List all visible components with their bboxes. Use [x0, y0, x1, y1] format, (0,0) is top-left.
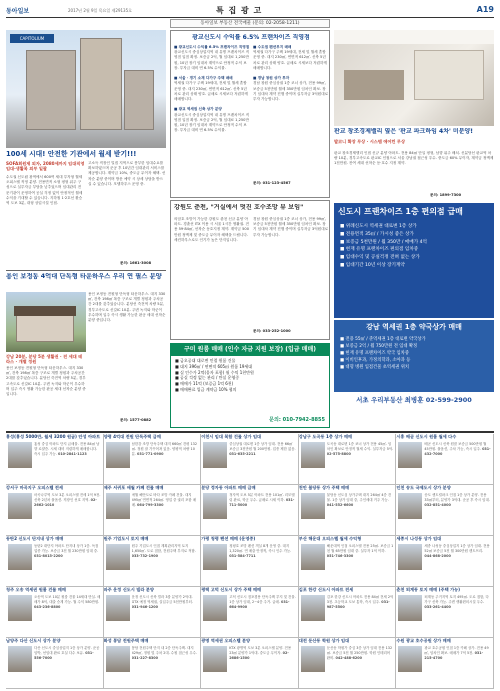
ad7-item: ■ 보증금 2억 / 월 750만원 전 임대 확정: [340, 344, 418, 349]
ad7-box: [334, 320, 494, 408]
ad5-box: [170, 200, 330, 340]
classified-text: [34, 646, 101, 687]
classified-title: 이천시 임대 복합 건물 상가 임대: [201, 434, 262, 439]
classified-ad: [396, 638, 494, 689]
ad6-item: ■ 전용면적 35㎡ / 가시성 좋은 상가: [340, 231, 414, 237]
section-title: 특 집 광 고: [216, 6, 263, 15]
ad7-item: ■ 전용 55㎡ / 준역세권 1층 대로변 약국상가: [340, 337, 426, 342]
classified-text: [424, 595, 491, 636]
classified-title: 시흥 배곧 신도시 원룸 월세 다수: [396, 434, 457, 439]
classified-photo: [398, 646, 422, 672]
classified-body: 봉담 전원주택 단지 내 2층 단독주택. 대지 429㎡, 정원 및 주차 2대. 수원 접근성 우수.: [131, 646, 197, 655]
classified-phone: 02-2662-1010: [34, 497, 97, 507]
classified-title: 홍성(홍성 5000만, 월세 3200 원금) 안성 아파트: [6, 434, 101, 439]
classified-phone: 043-236-8800: [34, 604, 61, 609]
classified-text: [327, 442, 394, 483]
ad8-list: [175, 358, 325, 393]
ad5-body: 의암호 조망이 가능한 강원도 춘천 신규 분양 아파트. 경춘선 ITX 이용 시 서울 1시간 생활권. 전용 59·84㎡, 선착순 동호지정 계약. 계약금 500만원 정액제 및 중도금 무이자 혜택을 드립니다. 세컨하우스로도 인기가 높은 단지입니다.: [174, 217, 250, 242]
ad1-phone: 문의: 1661-3008: [120, 261, 152, 265]
classified-body: 둔산동 학원가 중심 3층 상가 임대 전용 132㎡. 보증금 5천 월 250만원. 학원 인테리어 완비.: [326, 646, 393, 660]
classified-photo: [8, 595, 32, 621]
classified-phone: 042-488-6200: [335, 655, 362, 660]
classified-phone: 032-851-4000: [424, 502, 451, 507]
ad5-headline: 강원도 춘천, "거실에서 멋진 호수조망 뷰 보임": [174, 204, 304, 211]
classified-title: 수원 광교 호수공원 상가 매매: [396, 638, 451, 643]
classified-body: 홍성 중심 아파트 단지 급매물. 전용 84㎡ 남향 로얄층. 시세 대비 저렴하게 매매합니다. 즉시 입주 가능.: [34, 442, 100, 456]
ad7-item: ■ 이비인후과, 가정의학과, 소아과 등: [340, 358, 411, 363]
classified-title: 강남구 도곡동 1층 상가 매매: [298, 434, 353, 439]
classified-phone: 031-8015-2200: [34, 553, 63, 558]
classified-title: 강서구 마곡지구 오피스텔 전세: [6, 485, 63, 490]
classified-text: [229, 595, 296, 636]
classified-title: 원주 기업도시 토지 매매: [103, 536, 149, 541]
brand-logo: CAPITOLIUM: [10, 34, 54, 43]
classified-photo: [398, 442, 422, 468]
ad6-headline: 신도시 프랜차이즈 1층 편의점 급매: [338, 207, 463, 216]
classified-ad: [396, 485, 494, 536]
classified-title: 파주 운정 신도시 빌라 분양: [103, 587, 154, 592]
ad2-col-a: 광교신도시 중심상업지역 내 유명 프랜차이즈 직영점 입점 확정. 보증금 2억, 월 임대료 1,250만원, 10년 장기 임대차 계약으로 안정적 수익 보장. 투자금 대비 연 6.5% 수익률.: [174, 50, 250, 70]
ad8-item: ■ 실 인수가 2억(융자 포함) 월 수익 1천만원: [175, 369, 254, 375]
ad1-headline: 100세 시대! 안전한 기관에서 월세 받기!!!: [6, 150, 137, 158]
ad1-body-left: 수도권 신도림 광역에서 600여 세대 투자형 월세 오피스텔 직영 분양. 전용면적 소형 평형 위주 구성으로 실투자금 부담을 낮추었으며 임대관리 전문기관이 운영하여 공실 걱정 없이 안정적인 월세 수익을 기대할 수 있습니다. 지하철 1·2호선 환승역 도보 3분, 대형 상업시설 인접.: [6, 175, 83, 206]
classified-body: 마곡나루역 도보 3분 오피스텔 전세 1억 9천. 신축 2년차 풀옵션. 직장인 선호 지역.: [34, 493, 101, 502]
classified-ad: [396, 536, 494, 587]
classified-text: [424, 646, 491, 687]
issue-date: 2017년 2월 9일 목요일 제29135호: [68, 8, 132, 13]
classified-phone: 031-432-7000: [424, 446, 491, 456]
classified-title: 광명 역세권 오피스텔 분양: [201, 638, 251, 643]
classified-photo: [398, 595, 422, 621]
classified-title: 분당 정자동 아파트 매매 급매: [201, 485, 256, 490]
ad3-headline: 판교 창조경제밸리 옆은 '판교 파크하임 4차' 미분양!: [334, 128, 474, 135]
ad8-box: [170, 343, 330, 428]
classified-text: [229, 493, 296, 534]
classified-text: [132, 544, 199, 585]
building-photo: [6, 30, 166, 148]
classified-ad: [104, 638, 202, 689]
classified-title: 화성 봉담 전원주택 매매: [103, 638, 149, 643]
classified-body: 다산 신도시 중심상업지 1층 상가 분양. 준공 임박, 선임대 완료 호실 다수 보유.: [34, 646, 100, 655]
classified-ad: [6, 536, 104, 587]
classified-body: 운정 신도시 신축 빌라 3룸 분양가 2억대. GTX 예정 역세권, 실입주금 5천만원부터.: [131, 595, 193, 604]
classified-ad: [201, 536, 299, 587]
classified-body: 정자역 도보 5분 아파트 전용 101㎡. 리모델링 완료, 학군 우수. 급매로 시세 이하.: [229, 493, 295, 502]
classified-phone: 02-2686-1500: [229, 650, 289, 660]
classified-photo: [106, 595, 130, 621]
ad6-item: ■ 위례신도시 역세권 대로변 1층 상가: [340, 224, 417, 229]
classified-ad: [6, 434, 104, 485]
classified-text: [229, 544, 296, 585]
ad4-body: 용인 보정동 전원형 단독형 타운하우스. 대지 330㎡, 건축 198㎡ 복층 구조로 개별 정원과 주차공간 2대를 갖추었습니다. 분당선 죽전역 차량 5분, 경부고속도로 신갈IC 10분. 주변 녹지와 학군이 우수하며 입주 즉시 생활 가능한 완공 세대 선착순 분양 중입니다.: [6, 366, 86, 397]
classified-text: [327, 595, 394, 636]
classified-body: 도곡동 대로변 1층 코너 상가 전용 45㎡. 임차인 확보로 안정적 월세 수익. 실투자금 5억.: [326, 442, 394, 451]
classified-phone: 031-556-7000: [34, 650, 94, 660]
classified-photo: [398, 544, 422, 570]
grid-divider: [6, 431, 494, 433]
classified-text: [327, 493, 394, 534]
interior-photo: [334, 30, 494, 126]
classified-phone: 031-584-7711: [229, 553, 256, 558]
classified-text: [34, 493, 101, 534]
ad7-footer: 서초 우리부동산 최병훈 02-599-2900: [334, 392, 494, 408]
classified-photo: [106, 493, 130, 519]
ad4-sub: 강남 20분, 분당 5분 생활권 · 전 세대 테라스 · 개별 정원: [6, 354, 83, 365]
classified-text: [424, 493, 491, 534]
ad2-col-b: 역세권 다가구 주택 19세대, 전세 및 월세 혼합 운영 중. 대지 230㎡, 연면적 612㎡. 신축 5년차로 관리 상태 양호. 급매로 시세보다 저렴하게 매매합니다.: [174, 81, 248, 102]
classified-ad: [104, 434, 202, 485]
classified-body: KTX 광명역 도보 3분 오피스텔 분양. 전용 23㎡ 분양가 1억대. 중도금 무이자.: [229, 646, 292, 655]
ad8-headline: 구미 원룸 매매 (인수 자금 지원 보장) (입금 매매): [171, 344, 329, 356]
ad1-body-right: 고소득 직장인 밀집 지역으로 풍부한 임대수요를 확보하였으며 준공 후 10년간 임대관리 서비스를 제공합니다. 계약금 10%, 중도금 무이자 혜택. 선착순 분양 중이며 방문 예약 시 상세 상담을 받으실 수 있습니다. 모델하우스 운영 중.: [88, 161, 166, 186]
classified-photo: [301, 493, 325, 519]
classified-body: 광교 호수공원 인접 1층 카페 상가. 전용 49㎡, 임차인 확보. 매매가 7억 5천.: [424, 646, 489, 655]
classified-title: 인천 송도 국제도시 상가 분양: [396, 485, 451, 490]
classified-ad: [104, 536, 202, 587]
ad8-phone: 문의: 010-7942-8855: [269, 417, 325, 423]
classified-phone: 031-987-5500: [326, 599, 390, 609]
classified-phone: 031-771-0900: [137, 451, 164, 456]
ad1-subheadline: SOFA회원제 외자, 2080세까지 임대직영 임대·생활복 외부 일괄: [6, 161, 85, 172]
classified-body: 애월 해안도로 바다 조망 카페 건물. 대지 495㎡ 연면적 264㎡. 영업 중 권리 포함 매매.: [131, 493, 196, 507]
classified-photo: [203, 493, 227, 519]
classified-text: [424, 442, 491, 483]
classified-title: 세종시 나성동 상가 임대: [396, 536, 442, 541]
classified-ad: [201, 485, 299, 536]
page-number: A19: [476, 5, 494, 14]
classified-text: [34, 544, 101, 585]
classified-phone: 02-575-8800: [326, 451, 351, 456]
classified-body: 김포 한강 신도시 아파트 전용 84㎡ 전세 2억 3천. 초등학교 도보 통학, 즉시 입주.: [326, 595, 394, 604]
classified-body: 해운대역 인접 오피스텔 전용 25㎡. 보증금 1천 월 65만원 임대 중. 실투자 1억 이하.: [326, 544, 394, 553]
ad8-item: ■ 매매완료 입금 계약금 10% 협의: [175, 386, 237, 392]
classified-photo: [203, 442, 227, 468]
classified-body: 남한강 조망 단독주택 대지 660㎡ 건평 132㎡. 정원 잘 가꾸어져 있음. 양평역 차량 10분.: [131, 442, 197, 456]
classified-phone: 031-664-9900: [229, 599, 290, 609]
classified-phone: 041-552-6600: [326, 502, 354, 507]
classified-photo: [398, 493, 422, 519]
classified-text: [424, 544, 491, 585]
classified-ad: [201, 587, 299, 638]
classified-ad: [396, 434, 494, 485]
classified-photo: [8, 493, 32, 519]
classified-title: 청주 오송 역세권 원룸 건물 매매: [6, 587, 66, 592]
classified-text: [34, 442, 101, 483]
ad8-item: ■ 대지 396㎡ / 연면적 605㎡ 원룸 19세대: [175, 363, 253, 369]
classified-phone: 031-635-2211: [229, 451, 256, 456]
classified-phone: 064-799-3300: [137, 502, 164, 507]
ad2-col-a-repeat: 광교신도시 중심상업지역 내 유명 프랜차이즈 직영점 입점 확정. 보증금 2억, 월 임대료 1,250만원, 10년 장기 임대차 계약으로 안정적 수익 보장. 투자금 대비 연 6.5% 수익률.: [174, 112, 250, 133]
classified-title: 천안 불당동 상가 주택 매매: [298, 485, 350, 490]
classified-phone: 051-746-3300: [326, 553, 354, 558]
classified-photo: [8, 442, 32, 468]
classified-phone: 033-261-4400: [424, 604, 451, 609]
ad8-item: ■ 매매가 11억 (보증금 1억 6천): [175, 381, 234, 387]
classified-phone: 031-711-5000: [229, 497, 295, 507]
ad2-list: [174, 45, 250, 139]
classified-phone: 044-868-2000: [424, 553, 451, 558]
classified-body: 송도 센트럴파크 인접 1층 상가 분양. 전용 33㎡부터, 분양가 3억대. 준공 후 즉시 임대.: [424, 493, 490, 502]
ad5-body-right: 경남 창원 중심상권 1층 코너 상가, 전용 99㎡, 보증금 5천만원 월세 350만원 임차인 확보. 장기 임대차 계약 진행 중이며 실투자금 3억원대로 투자 가능합니다.: [253, 217, 329, 237]
ad7-item: ■ 현재 유명 프랜차이즈 약국 임차중: [340, 351, 409, 356]
classified-text: [229, 646, 296, 687]
contact-banner: 동아일보 부동산 전국매물 (문의: 02-2058-1211): [170, 19, 330, 28]
ad2-item: ■ 광교 역세권 신축 상가 분양: [174, 107, 222, 112]
classified-text: [229, 442, 296, 483]
classified-phone: 031-227-8300: [131, 655, 159, 660]
classified-photo: [301, 544, 325, 570]
classified-title: 제주 서귀포 애월 카페 건물 매매: [103, 485, 164, 490]
classified-text: [327, 646, 394, 687]
ad4-phone: 문의: 1577-0882: [120, 418, 152, 422]
classified-text: [132, 493, 199, 534]
ad6-list: [340, 223, 490, 270]
ad2-item: ■ 경남 창원 상가 투자: [253, 76, 290, 81]
ad7-list: [340, 336, 490, 371]
classified-text: [132, 442, 199, 483]
ad2-item: ■ 서울 · 경기 소재 다가구 주택 매매: [174, 76, 233, 81]
classified-photo: [203, 595, 227, 621]
ad6-item: ■ 임대수익 및 공실걱정 전혀 없는 상가: [340, 255, 420, 261]
classified-photo: [8, 646, 32, 672]
ad6-item: ■ 보증금 5천만원 / 월 350만 / 매매가 4억: [340, 239, 427, 245]
ad2-headline: 광교신도시 수익률 6.5% 프랜차이즈 직영점: [192, 34, 310, 41]
classified-title: 춘천 퇴계동 토지 매매 (주택 가능): [396, 587, 461, 592]
ad2-item: ■ 수도권 펜션부지 매매: [253, 45, 292, 49]
classified-title: 동탄2 신도시 단지내 상가 매매: [6, 536, 64, 541]
classified-text: [132, 595, 199, 636]
ad8-item: ■ 공실 걱정 없는 관리 / 만실 운영중: [175, 375, 240, 381]
classified-body: 동탄2 대단지 아파트 단지내 상가 1층. 독점 업종 가능. 보증금 3천 월 230만원 임대 중.: [34, 544, 99, 553]
classified-photo: [106, 646, 130, 672]
classified-photo: [301, 595, 325, 621]
classified-ad: [299, 485, 397, 536]
classified-body: 원주 기업도시 인접 계획관리지역 토지 1,650㎡. 도로 접함, 전원주택 부지로 적합.: [131, 544, 196, 553]
classified-ad: [201, 638, 299, 689]
classified-body: 오송역 도보 10분 원룸 건물 14세대 만실. 매매가 8억, 대출 승계 가능. 월 수익 580만원.: [34, 595, 101, 604]
classified-photo: [203, 544, 227, 570]
classified-text: [132, 646, 199, 687]
ad2-item: ■ 광교신도시 수익률 6.5% 프랜차이즈 직영점: [174, 45, 250, 49]
ad6-item: ■ 임대기간 10년 이상 장기계약: [340, 262, 405, 268]
classified-phone: 031-215-4700: [424, 650, 484, 660]
classified-photo: [301, 442, 325, 468]
classified-photo: [106, 544, 130, 570]
classified-title: 부산 해운대 오피스텔 월세 수익형: [298, 536, 362, 541]
classified-body: 중심상권 대로변 1층 상가 임대. 전용 66㎡ 보증금 3천만원 월 200만원. 업종 제한 없음.: [229, 442, 296, 451]
classified-ad: [396, 587, 494, 638]
classified-phone: 033-732-1900: [131, 553, 159, 558]
ad2-col-b-repeat: 역세권 다가구 주택 19세대, 전세 및 월세 혼합 운영 중. 대지 230㎡, 연면적 612㎡. 신축 5년차로 관리 상태 양호. 급매로 시세보다 저렴하게 매매합니다.: [253, 50, 327, 70]
classified-ad: [201, 434, 299, 485]
classified-title: 양평 4억대 전원 단독주택 급매: [103, 434, 161, 439]
ad2-col-c: 경남 창원 중심상권 1층 코너 상가, 전용 99㎡, 보증금 5천만원 월세 350만원 임차인 확보. 장기 임대차 계약 진행 중이며 실투자금 3억원대로 투자 가능합니다.: [253, 81, 329, 102]
classified-title: 김포 한강 신도시 아파트 전세: [298, 587, 354, 592]
classified-ad: [6, 485, 104, 536]
classified-body: 퇴계동 주거지역 토지 495㎡. 도로 접함, 다가구 신축 가능. 주변 생활편의시설 우수.: [424, 595, 489, 604]
classified-photo: [301, 646, 325, 672]
ad7-item: ■ 대형 병원 입점건물 초역세권 위치: [340, 365, 409, 370]
classified-ad: [6, 587, 104, 638]
classified-phone: 010-2841-1123: [57, 451, 87, 456]
ad3-sub: 발코니 확장 무상 · 시스템 에어컨 무상: [334, 139, 406, 144]
classified-ad: [6, 638, 104, 689]
classified-title: 대전 둔산동 학원 상가 임대: [298, 638, 350, 643]
classified-body: 청평호 조망 펜션 객실 8개 운영 중. 대지 1,320㎡. 연 매출 안정적, 즉시 인수 가능.: [229, 544, 292, 553]
classified-title: 평택 고덕 신도시 상가 주택 매매: [201, 587, 262, 592]
ad4-body-right: 용인 보정동 전원형 단독형 타운하우스. 대지 330㎡, 건축 198㎡ 복층 구조로 개별 정원과 주차공간 2대를 갖추었습니다. 분당선 죽전역 차량 5분, 경부고속도로 신갈IC 10분. 주변 녹지와 학군이 우수하며 입주 즉시 생활 가능한 완공 세대 선착순 분양 중입니다.: [88, 292, 166, 323]
classified-ad: [104, 587, 202, 638]
ad3-phone: 문의: 1899-7300: [430, 193, 462, 197]
classified-title: 가평 청평 펜션 매매 (운영중): [201, 536, 256, 541]
classified-photo: [203, 646, 227, 672]
classified-text: [34, 595, 101, 636]
ad7-headline: 강남 역세권 1층 약국상가 매매: [366, 323, 462, 331]
classified-text: [327, 544, 394, 585]
ad8-item: ■ 금오공대 대로변 인접 원룸 건물: [175, 358, 236, 363]
ad2-list-right: [253, 45, 329, 107]
classified-body: 세종 나성동 중심상업지 1층 상가 임대. 전용 52㎡ 보증금 5천 월 300만원 렌트프리.: [424, 544, 490, 553]
classified-ad: [299, 434, 397, 485]
classified-body: 불당동 신도심 상가주택 대지 264㎡ 4층 건물. 1층 상가 임대 중, 주인세대 거주 가능.: [326, 493, 392, 502]
classified-photo: [8, 544, 32, 570]
masthead: [6, 4, 494, 18]
classified-title: 남양주 다산 신도시 상가 분양: [6, 638, 61, 643]
classified-ad: [299, 587, 397, 638]
classified-ad: [299, 536, 397, 587]
newspaper-name: 동아일보: [6, 8, 30, 15]
classified-phone: 031-946-1200: [131, 604, 159, 609]
ad5-phone: 문의: 033-252-1000: [253, 329, 291, 333]
ad4-headline: 용인 보정동 4억대 단독형 타운하우스 우리 연 필스 분양: [6, 273, 162, 280]
ad6-box: [334, 203, 494, 318]
classified-ad: [299, 638, 397, 689]
ad2-phone: 문의: 031-123-4567: [253, 181, 291, 185]
classified-body: 배곧 신도시 신축 원룸 보증금 500만원 월 45만원. 풀옵션, 주차 가능, 즉시 입주.: [424, 442, 487, 451]
divider: [6, 270, 166, 271]
classifieds-grid: [6, 434, 494, 689]
classified-photo: [106, 442, 130, 468]
townhouse-photo: [6, 292, 86, 352]
ad3-body: 판교 창조경제밸리 인접 신규 분양 아파트. 전용 84㎡ 단일 평형, 남향 위주 배치. 신분당선 판교역 차량 10분, 경부고속도로 판교IC 인접으로 서울 강남권 접근성 우수. 중도금 60% 무이자, 계약금 정액제 1천만원. 잔여 세대 선착순 동·호수 지정 계약.: [334, 151, 494, 166]
classified-ad: [104, 485, 202, 536]
classified-body: 고덕 신도시 점포겸용 단독주택 부지 및 건물. 1층 상가 임대, 2~4층 주거. 급매.: [229, 595, 296, 604]
ad2-box: [170, 30, 330, 198]
ad6-item: ■ 현재 유명 프랜차이즈 편의점 임차중: [340, 247, 419, 253]
